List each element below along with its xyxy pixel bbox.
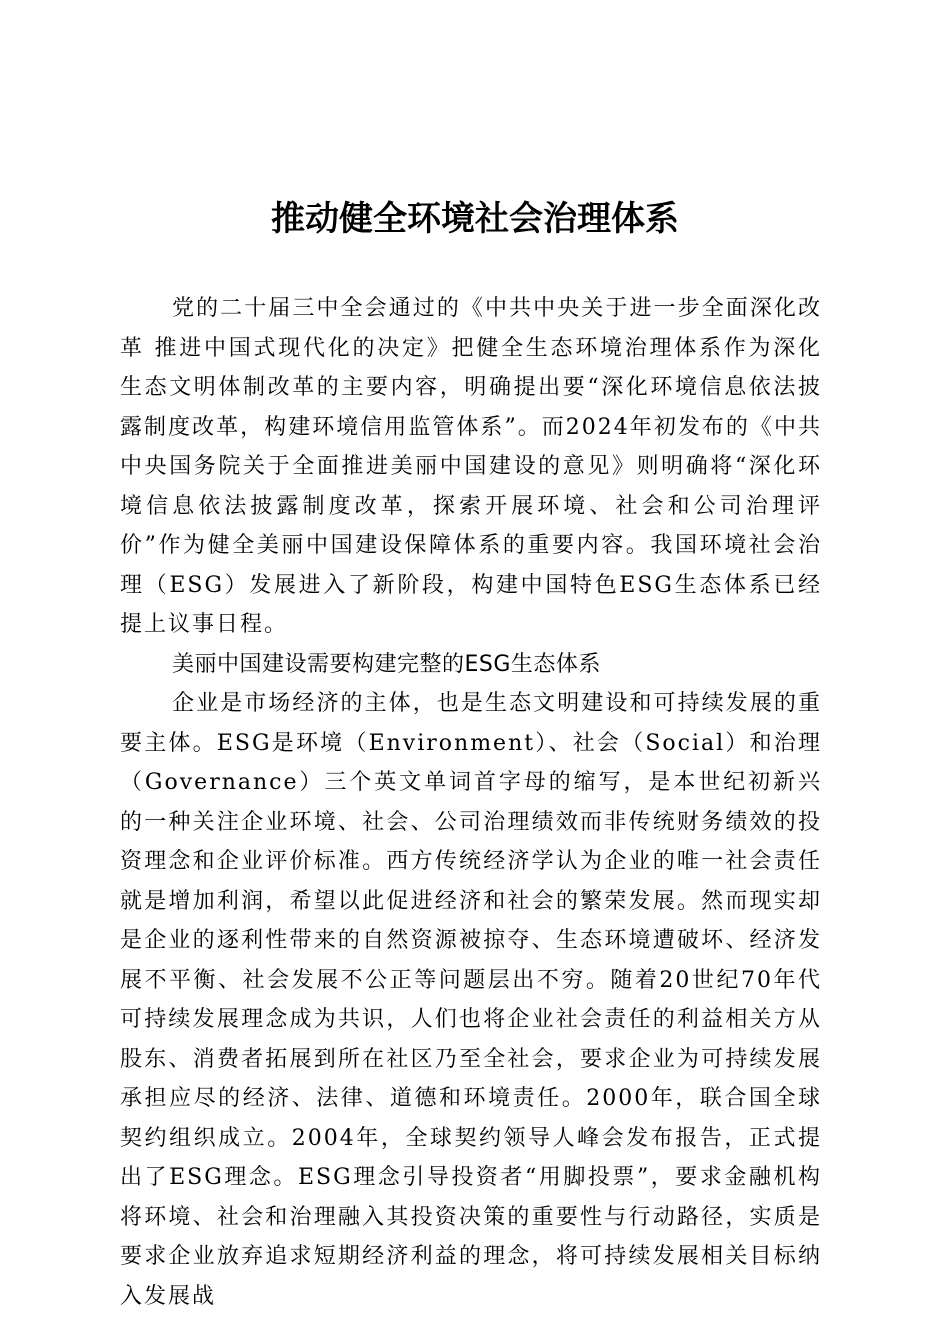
section-subheading: 美丽中国建设需要构建完整的ESG生态体系: [172, 651, 601, 677]
document-body: [120, 289, 822, 1316]
paragraph-esg: 企业是市场经济的主体，也是生态文明建设和可持续发展的重要主体。ESG是环境（Environment）、社会（Social）和治理（Governance）三个英文单词首字母的缩写，是本世纪初新兴的一种关注企业环境、社会、公司治理绩效而非传统财务绩效的投资理念和企业评价标准。西方传统经济学认为企业的唯一社会责任就是增加利润，希望以此促进经济和社会的繁荣发展。然而现实却是企业的逐利性带来的自然资源被掠夺、生态环境遭破坏、经济发展不平衡、社会发展不公正等问题层出不穷。随着20世纪70年代可持续发展理念成为共识，人们也将企业社会责任的利益相关方从股东、消费者拓展到所在社区乃至全社会，要求企业为可持续发展承担应尽的经济、法律、道德和环境责任。2000年，联合国全球契约组织成立。2004年，全球契约领导人峰会发布报告，正式提出了ESG理念。ESG理念引导投资者“用脚投票”，要求金融机构将环境、社会和治理融入其投资决策的重要性与行动路径，实质是要求企业放弃追求短期经济利益的理念，将可持续发展相关目标纳入发展战: [120, 691, 822, 1309]
paragraph-intro: 党的二十届三中全会通过的《中共中央关于进一步全面深化改革 推进中国式现代化的决定》把健全生态环境治理体系作为深化生态文明体制改革的主要内容，明确提出要“深化环境信息依法披露制度改革，构建环境信用监管体系”。而2024年初发布的《中共中央国务院关于全面推进美丽中国建设的意见》则明确将“深化环境信息依法披露制度改革，探索开展环境、社会和公司治理评价”作为健全美丽中国建设保障体系的重要内容。我国环境社会治理（ESG）发展进入了新阶段，构建中国特色ESG生态体系已经提上议事日程。: [120, 296, 822, 637]
page-title: 推动健全环境社会治理体系: [271, 199, 679, 239]
